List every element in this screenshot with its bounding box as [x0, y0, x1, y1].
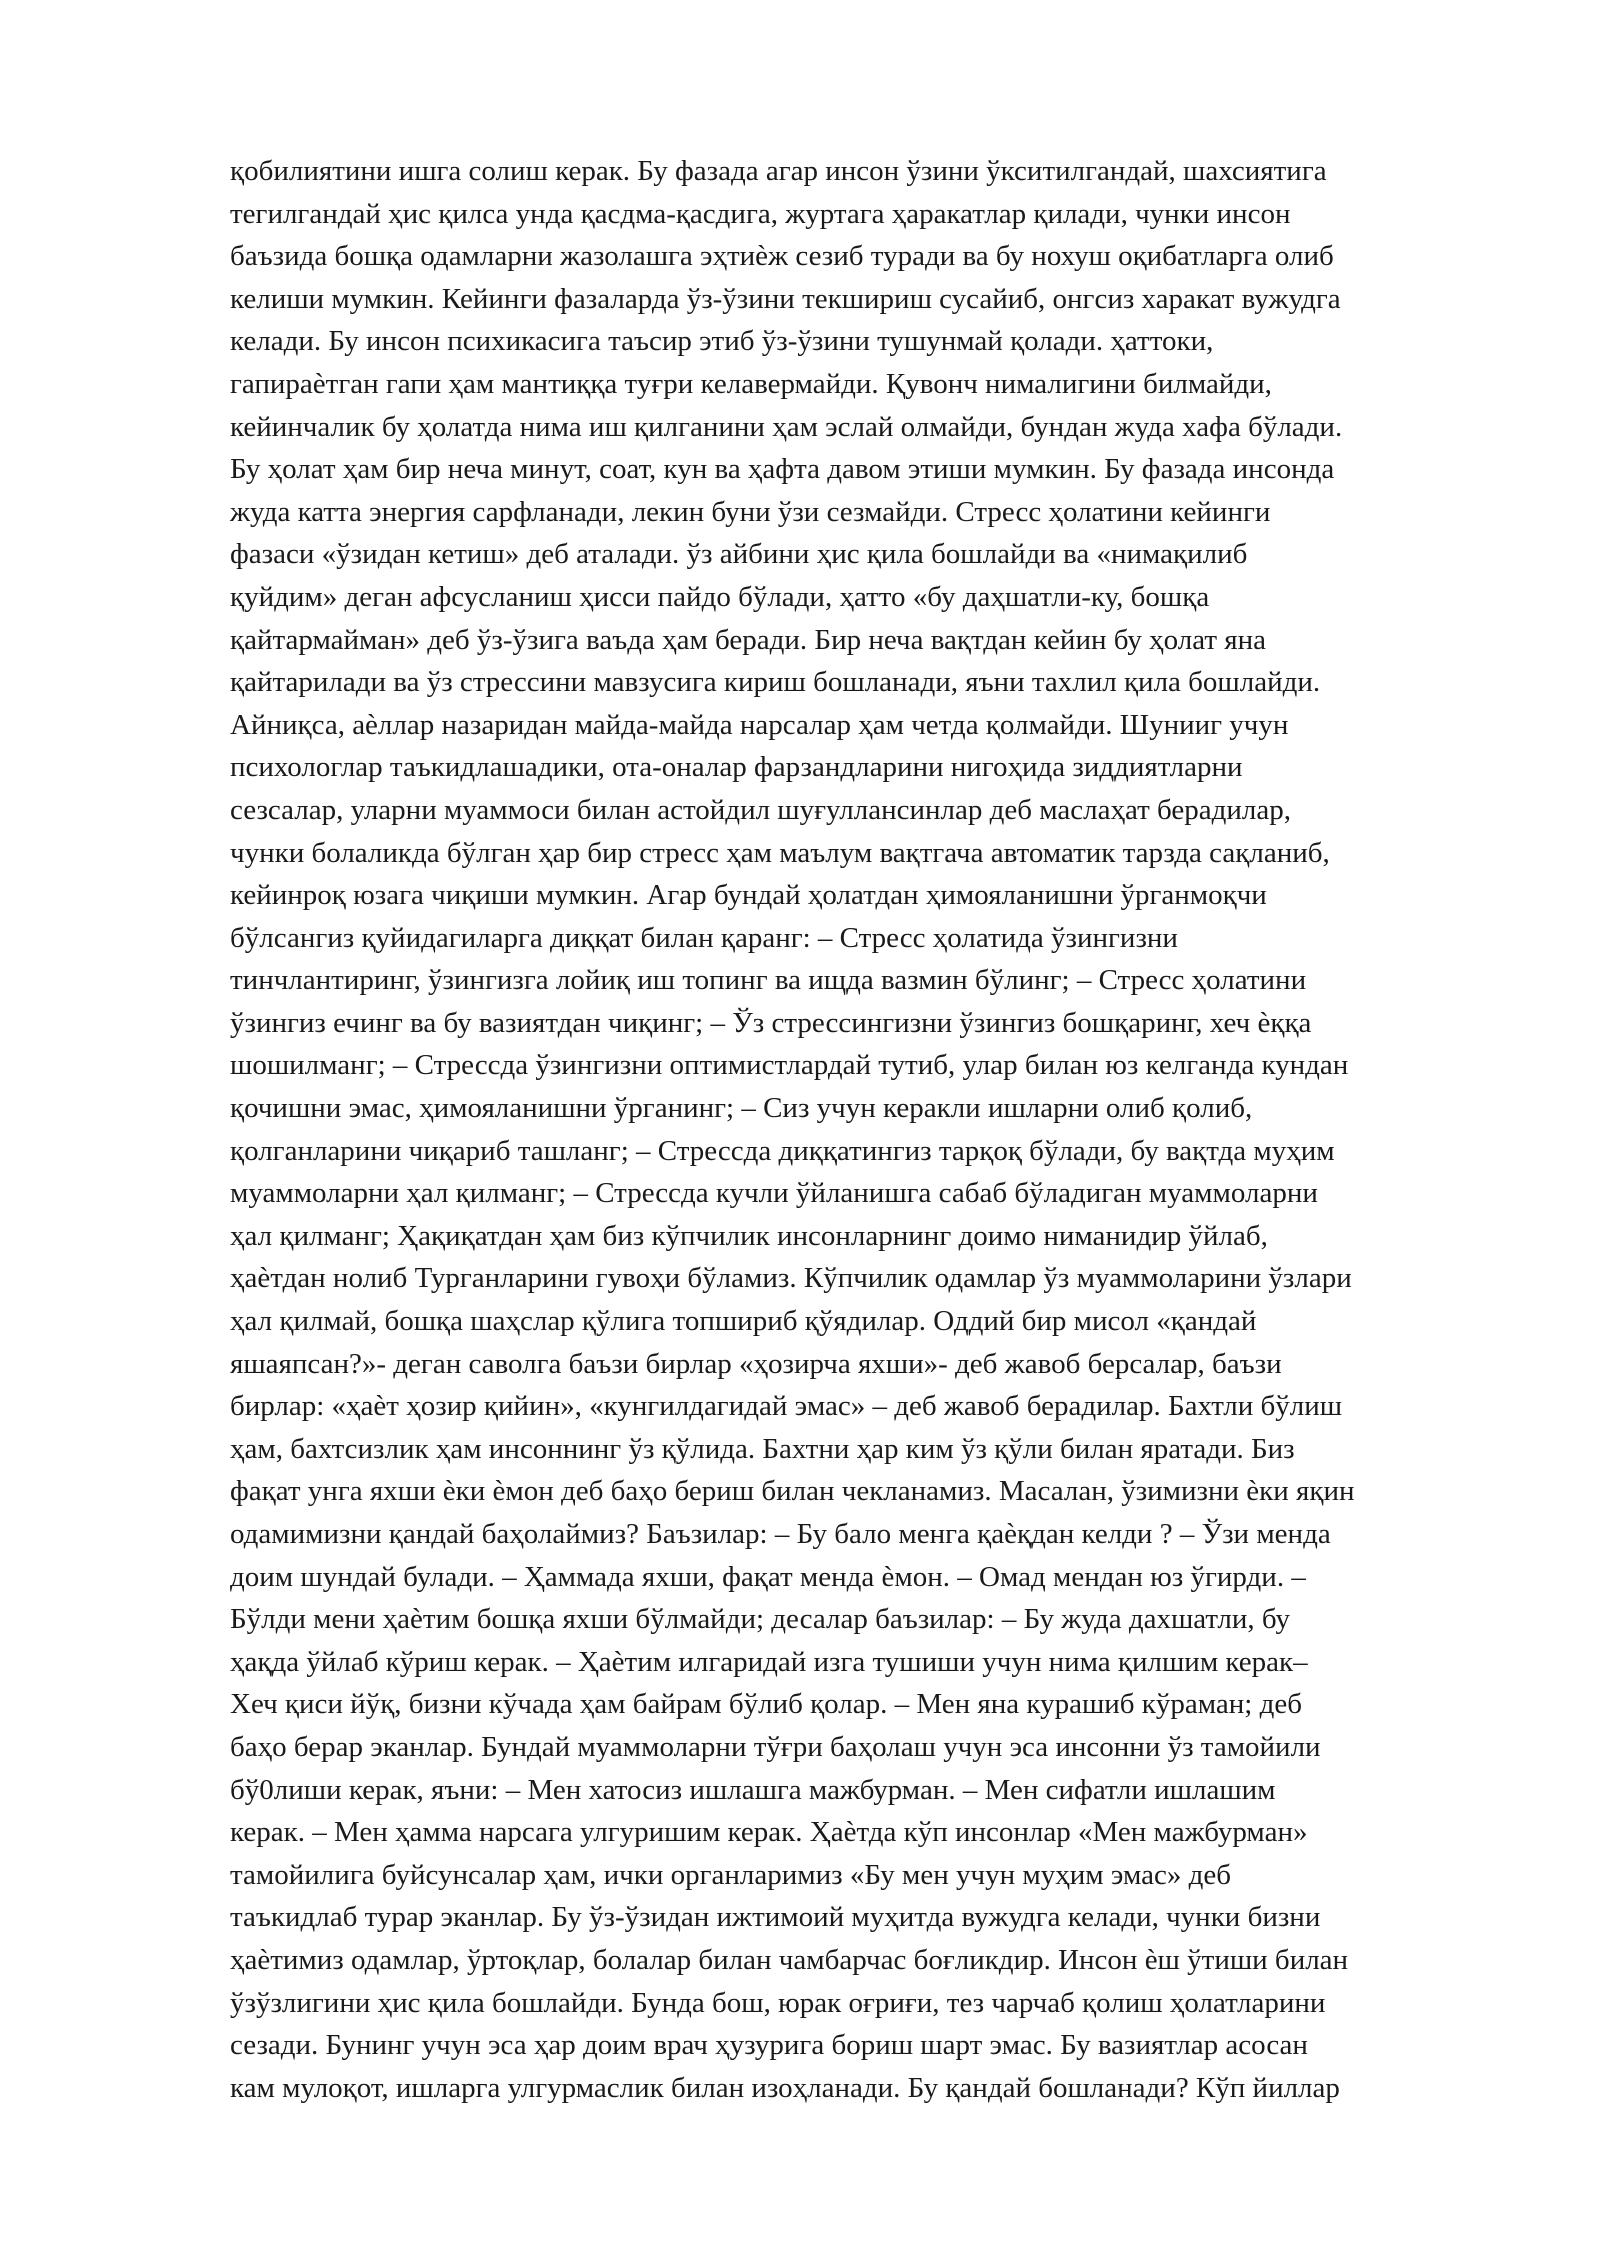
text-line: ҳал қилманг; Ҳақиқатдан ҳам биз кўпчилик инсонларнинг доимо ниманидир ўйлаб, — [230, 1219, 1268, 1252]
text-line: келиши мумкин. Кейинги фазаларда ўз-ўзини текшириш сусайиб, онгсиз харакат вужудга — [230, 282, 1341, 315]
text-line: қочишни эмас, ҳимояланишни ўрганинг; – Сиз учун керакли ишларни олиб қолиб, — [230, 1092, 1253, 1125]
text-line: кейинроқ юзага чиқиши мумкин. Агар бундай ҳолатдан ҳимояланишни ўрганмоқчи — [230, 879, 1267, 912]
text-line: сезади. Бунинг учун эса ҳар доим врач ҳузурига бориш шарт эмас. Бу вазиятлар асосан — [230, 2029, 1308, 2062]
text-line: муаммоларни ҳал қилманг; – Стрессда кучли ўйланишга сабаб бўладиган муаммоларни — [230, 1177, 1318, 1210]
text-line: Хеч қиси йўқ, бизни кўчада ҳам байрам бўлиб қолар. – Мен яна курашиб кўраман; деб — [230, 1688, 1302, 1721]
text-line: Бўлди мени ҳаѐтим бошқа яхши бўлмайди; десалар баъзилар: – Бу жуда дахшатли, бу — [230, 1603, 1291, 1636]
text-line: чунки болаликда бўлган ҳар бир стресс ҳам маълум вақтгача автоматик тарзда сақланиб, — [230, 836, 1330, 869]
text-line: ҳақда ўйлаб кўриш керак. – Ҳаѐтим илгаридай изга тушиши учун нима қилшим керак– — [230, 1645, 1308, 1678]
text-line: баҳо берар эканлар. Бундай муаммоларни тўғри баҳолаш учун эса инсонни ўз тамойили — [230, 1730, 1321, 1763]
text-line: Айниқса, аѐллар назаридан майда-майда нарсалар ҳам четда қолмайди. Шунииг учун — [230, 708, 1289, 741]
text-line: тамойилига буйсунсалар ҳам, ички органларимиз «Бу мен учун муҳим эмас» деб — [230, 1858, 1232, 1891]
text-line: тегилгандай ҳис қилса унда қасдма-қасдига, журтага ҳаракатлар қилади, чунки инсон — [230, 197, 1291, 230]
body-text — [230, 150, 1500, 2109]
text-line: кейинчалик бу ҳолатда нима иш қилганини ҳам эслай олмайди, бундан жуда хафа бўлади. — [230, 410, 1343, 443]
text-line: қолганларини чиқариб ташланг; – Стрессда диққатингиз тарқоқ бўлади, бу вақтда муҳим — [230, 1134, 1335, 1167]
text-line: шошилманг; – Стрессда ўзингизни оптимистлардай тутиб, улар билан юз келганда кундан — [230, 1049, 1349, 1082]
text-line: қуйдим» деган афсусланиш ҳисси пайдо бўлади, ҳатто «бу даҳшатли-ку, бошқа — [230, 580, 1210, 613]
text-line: таъкидлаб турар эканлар. Бу ўз-ўзидан ижтимоий муҳитда вужудга келади, чунки бизни — [230, 1901, 1321, 1934]
text-line: бўлсангиз қуйидагиларга диққат билан қаранг: – Стресс ҳолатида ўзингизни — [230, 921, 1178, 954]
text-line: одамимизни қандай баҳолаймиз? Баъзилар: – Бу бало менга қаѐқдан келди ? – Ўзи менда — [230, 1518, 1331, 1550]
text-line: доим шундай булади. – Ҳаммада яхши, фақат менда ѐмон. – Омад мендан юз ўгирди. – — [230, 1560, 1306, 1593]
text-line: ўзўзлигини ҳис қила бошлайди. Бунда бош, юрак оғриғи, тез чарчаб қолиш ҳолатларини — [230, 1986, 1326, 2019]
text-line: жуда катта энергия сарфланади, лекин буни ўзи сезмайди. Стресс ҳолатини кейинги — [230, 495, 1271, 528]
text-line: яшаяпсан?»- деган саволга баъзи бирлар «ҳозирча яхши»- деб жавоб берсалар, баъзи — [230, 1347, 1282, 1380]
text-line: баъзида бошқа одамларни жазолашга эҳтиѐж сезиб туради ва бу нохуш оқибатларга олиб — [230, 240, 1334, 273]
text-line: тинчлантиринг, ўзингизга лойиқ иш топинг ва ищда вазмин бўлинг; – Стресс ҳолатини — [230, 964, 1307, 997]
text-line: ҳаѐтимиз одамлар, ўртоқлар, болалар билан чамбарчас боғликдир. Инсон ѐш ўтиши билан — [230, 1943, 1349, 1976]
text-line: бирлар: «ҳаѐт ҳозир қийин», «кунгилдагидай эмас» – деб жавоб берадилар. Бахтли бўлиш — [230, 1390, 1343, 1423]
text-line: ҳал қилмай, бошқа шаҳслар қўлига топшириб қўядилар. Оддий бир мисол «қандай — [230, 1305, 1257, 1338]
text-line: гапираѐтган гапи ҳам мантиққа туғри келавермайди. Қувонч нималигини билмайди, — [230, 367, 1272, 400]
text-line: бў0лиши керак, яъни: – Мен хатосиз ишлашга мажбурман. – Мен сифатли ишлашим — [230, 1773, 1276, 1806]
text-line: ўзингиз ечинг ва бу вазиятдан чиқинг; – Ўз стрессингизни ўзингиз бошқаринг, хеч ѐққа — [230, 1006, 1312, 1039]
text-line: сезсалар, уларни муаммоси билан астойдил шуғуллансинлар деб маслаҳат берадилар, — [230, 793, 1291, 826]
text-line: фазаси «ўзидан кетиш» деб аталади. ўз айбини ҳис қила бошлайди ва «нимақилиб — [230, 538, 1248, 571]
text-line: керак. – Мен ҳамма нарсага улгуришим керак. Ҳаѐтда кўп инсонлар «Мен мажбурман» — [230, 1816, 1308, 1849]
text-line: фақат унга яхши ѐки ѐмон деб баҳо бериш билан чекланамиз. Масалан, ўзимизни ѐки яқин — [230, 1475, 1355, 1508]
text-line: қобилиятини ишга солиш керак. Бу фазада агар инсон ўзини ўкситилгандай, шахсиятига — [230, 155, 1327, 187]
text-line: қайтармайман» деб ўз-ўзига ваъда ҳам беради. Бир неча вақтдан кейин бу ҳолат яна — [230, 623, 1266, 656]
text-line: қайтарилади ва ўз стрессини мавзусига кириш бошланади, яъни тахлил қила бошлайди. — [230, 666, 1321, 699]
text-line: келади. Бу инсон психикасига таъсир этиб ўз-ўзини тушунмай қолади. ҳаттоки, — [230, 325, 1214, 358]
text-line: Бу ҳолат ҳам бир неча минут, соат, кун ва ҳафта давом этиши мумкин. Бу фазада инсонда — [230, 453, 1335, 486]
text-line: ҳаѐтдан нолиб Турганларини гувоҳи бўламиз. Кўпчилик одамлар ўз муаммоларини ўзлари — [230, 1262, 1352, 1295]
text-line: ҳам, бахтсизлик ҳам инсоннинг ўз қўлида. Бахтни ҳар ким ўз қўли билан яратади. Биз — [230, 1432, 1295, 1465]
text-line: кам мулоқот, ишларга улгурмаслик билан изоҳланади. Бу қандай бошланади? Кўп йиллар — [230, 2071, 1340, 2104]
text-line: психологлар таъкидлашадики, ота-оналар фарзандларини нигоҳида зиддиятларни — [230, 751, 1243, 784]
